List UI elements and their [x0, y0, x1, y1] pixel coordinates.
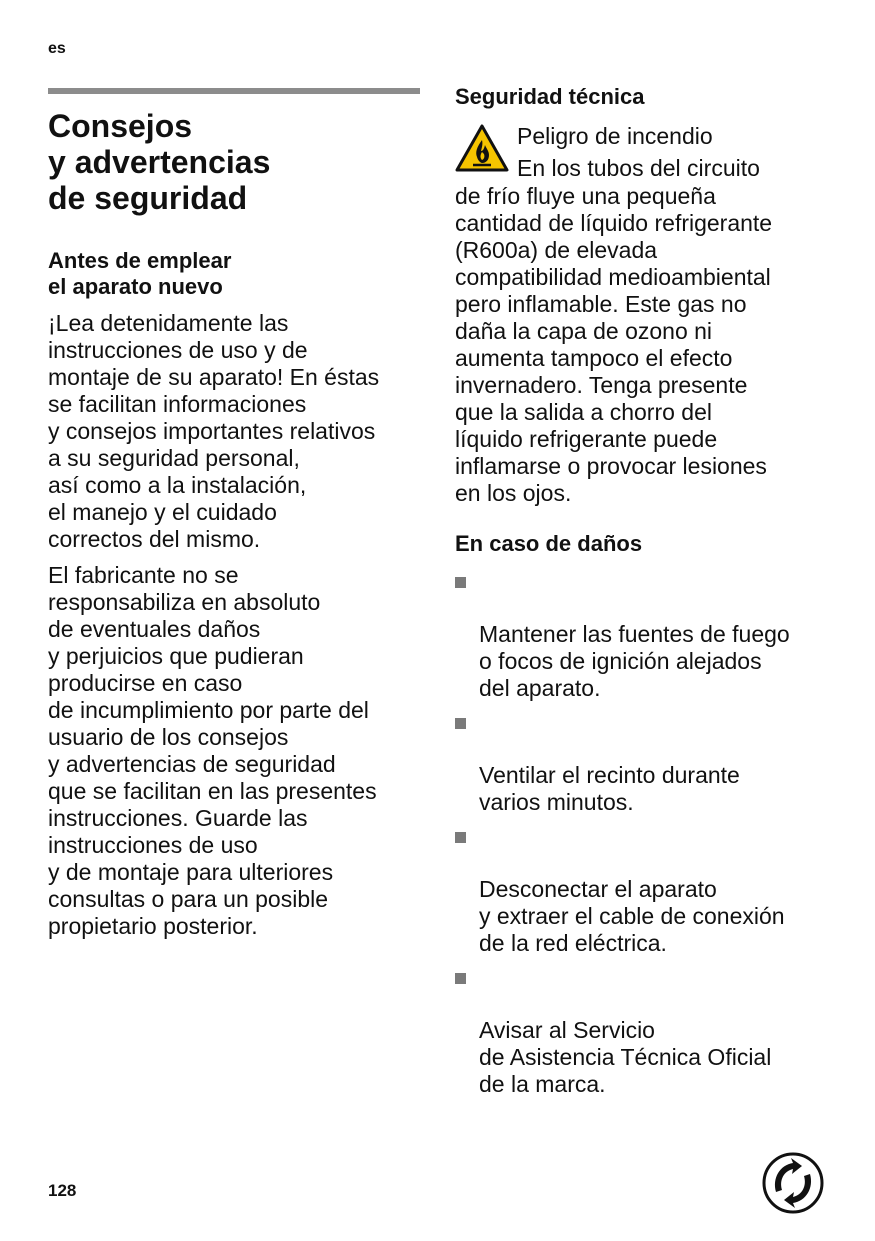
list-item-text: Avisar al Servicio de Asistencia Técnica Oficial de la marca. [479, 1017, 772, 1097]
right-column [455, 84, 835, 1104]
damage-list [455, 567, 835, 1098]
list-item-text: Mantener las fuentes de fuego o focos de ignición alejados del aparato. [479, 621, 790, 701]
bullet-square-icon [455, 832, 466, 843]
warning-first-line: En los tubos del circuito [517, 155, 760, 181]
section-heading-before-use: Antes de emplear el aparato nuevo [48, 248, 232, 299]
section-heading-damage: En caso de daños [455, 531, 643, 556]
fire-warning-block [455, 120, 835, 507]
bullet-square-icon [455, 577, 466, 588]
bullet-square-icon [455, 973, 466, 984]
language-label: es [48, 40, 66, 57]
list-item [455, 567, 835, 702]
list-item-text: Desconectar el aparato y extraer el cable de conexión de la red eléctrica. [479, 876, 785, 956]
warning-body: de frío fluye una pequeña cantidad de líquido refrigerante (R600a) de elevada compatibilidad medioambiental pero inflamable. Este gas no daña la capa de ozono ni aumenta tampoco el efecto invernadero. Tenga presente que la salida a chorro del líquido refrigerante puede inflamarse o provocar lesiones en los ojos. [455, 183, 773, 506]
list-item [455, 963, 835, 1098]
page-number: 128 [48, 1181, 77, 1200]
damage-section [455, 531, 835, 1098]
green-dot-recycling-icon [762, 1152, 824, 1214]
fire-warning-icon [455, 124, 509, 172]
warning-title: Peligro de incendio [517, 123, 713, 149]
list-item-text: Ventilar el recinto durante varios minutos. [479, 762, 740, 815]
page-title: Consejos y advertencias de seguridad [48, 108, 271, 216]
bullet-square-icon [455, 718, 466, 729]
paragraph-manufacturer-liability: El fabricante no se responsabiliza en absoluto de eventuales daños y perjuicios que pudieran producirse en caso de incumplimiento por parte del usuario de los consejos y advertencias de seguridad que se facilitan en las presentes instrucciones. Guarde las instrucciones de uso y de montaje para ulteriores consultas o para un posible propietario posterior. [48, 562, 377, 939]
list-item [455, 822, 835, 957]
title-rule [48, 88, 420, 94]
paragraph-read-instructions: ¡Lea detenidamente las instrucciones de uso y de montaje de su aparato! En éstas se facilitan informaciones y consejos importantes relativos a su seguridad personal, así como a la instalación, el manejo y el cuidado correctos del mismo. [48, 310, 380, 552]
list-item [455, 708, 835, 816]
left-column [48, 88, 420, 949]
section-heading-technical-safety: Seguridad técnica [455, 84, 645, 109]
